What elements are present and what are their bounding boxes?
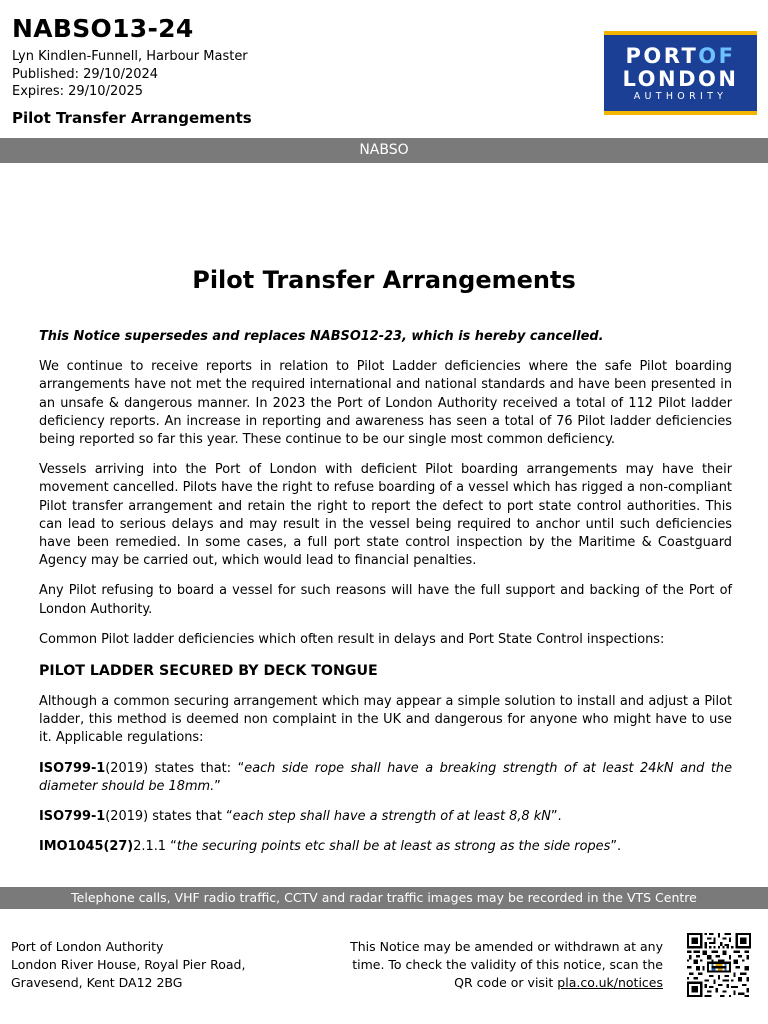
regulation-quote: each step shall have a strength of at least 8,8 kN bbox=[232, 809, 551, 825]
supersedes-notice: This Notice supersedes and replaces NABSO12-23, which is hereby cancelled. bbox=[39, 329, 604, 344]
page-title: Pilot Transfer Arrangements bbox=[192, 266, 576, 294]
regulation-quote: the securing points etc shall be at least as strong as the side ropes bbox=[176, 839, 611, 855]
section-heading: PILOT LADDER SECURED BY DECK TONGUE bbox=[39, 663, 378, 680]
notice-id: NABSO13-24 bbox=[12, 14, 194, 43]
author-line: Lyn Kindlen-Funnell, Harbour Master bbox=[12, 49, 248, 64]
paragraph: Any Pilot refusing to board a vessel for such reasons will have the full support and backing of the Port of London Authority. bbox=[39, 583, 732, 617]
document-header bbox=[12, 14, 572, 127]
category-band: NABSO bbox=[0, 138, 768, 163]
port-of-london-authority-logo: PORTOF LONDON AUTHORITY bbox=[604, 31, 757, 115]
paragraph: We continue to receive reports in relation to Pilot Ladder deficiencies where the safe Pilot boarding arrangements have not met the required international and national standards and have been presented in an unsafe & dangerous manner. In 2023 the Port of London Authority received a total of 112 Pilot ladder deficiency reports. An increase in reporting and awareness has seen a total of 76 Pilot ladder deficiencies being reported so far this year. These continue to be our single most common deficiency. bbox=[39, 359, 732, 448]
notice-body bbox=[39, 328, 732, 868]
regulation-code: ISO799-1 bbox=[39, 809, 106, 825]
qr-code-icon[interactable] bbox=[687, 933, 751, 997]
regulation-code: IMO1045(27) bbox=[39, 839, 134, 855]
footer-validity-notice: This Notice may be amended or withdrawn at any time. To check the validity of this notice, scan the QR code or visit pla.co.uk/notices bbox=[350, 939, 663, 990]
paragraph: Although a common securing arrangement which may appear a simple solution to install and adjust a Pilot ladder, this method is deemed non complaint in the UK and dangerous for anyone who might have to use it. Applicable regulations: bbox=[39, 694, 732, 746]
expiry-date: Expires: 29/10/2025 bbox=[12, 84, 144, 99]
footer-address: Port of London Authority London River House, Royal Pier Road, Gravesend, Kent DA12 2BG bbox=[11, 939, 246, 990]
regulation-item: IMO1045(27)2.1.1 “the securing points etc shall be at least as strong as the side ropes”. bbox=[39, 839, 622, 855]
paragraph: Vessels arriving into the Port of London with deficient Pilot boarding arrangements may have their movement cancelled. Pilots have the right to refuse boarding of a vessel which has rigged a non-compliant Pilot transfer arrangement and retain the right to report the defect to port state control authorities. This can lead to serious delays and may result in the vessel being required to anchor until such deficiencies have been remedied. In some cases, a full port state control inspection by the Maritime & Coastguard Agency may be carried out, which would lead to financial penalties. bbox=[39, 462, 732, 569]
regulation-code: ISO799-1 bbox=[39, 760, 106, 776]
regulation-quote: each side rope shall have a breaking strength of at least 24kN and the diameter should be 18mm. bbox=[39, 760, 732, 794]
published-date: Published: 29/10/2024 bbox=[12, 66, 159, 82]
regulation-item: ISO799-1(2019) states that “each step shall have a strength of at least 8,8 kN”. bbox=[39, 809, 562, 825]
header-subtitle: Pilot Transfer Arrangements bbox=[12, 108, 252, 127]
regulation-item: ISO799-1(2019) states that: “each side rope shall have a breaking strength of at least 24kN and the diameter should be 18mm.” bbox=[39, 760, 732, 794]
notices-link[interactable]: pla.co.uk/notices bbox=[557, 975, 663, 990]
recording-notice-band: Telephone calls, VHF radio traffic, CCTV and radar traffic images may be recorded in the VTS Centre bbox=[0, 887, 768, 909]
paragraph: Common Pilot ladder deficiencies which often result in delays and Port State Control inspections: bbox=[39, 631, 665, 647]
